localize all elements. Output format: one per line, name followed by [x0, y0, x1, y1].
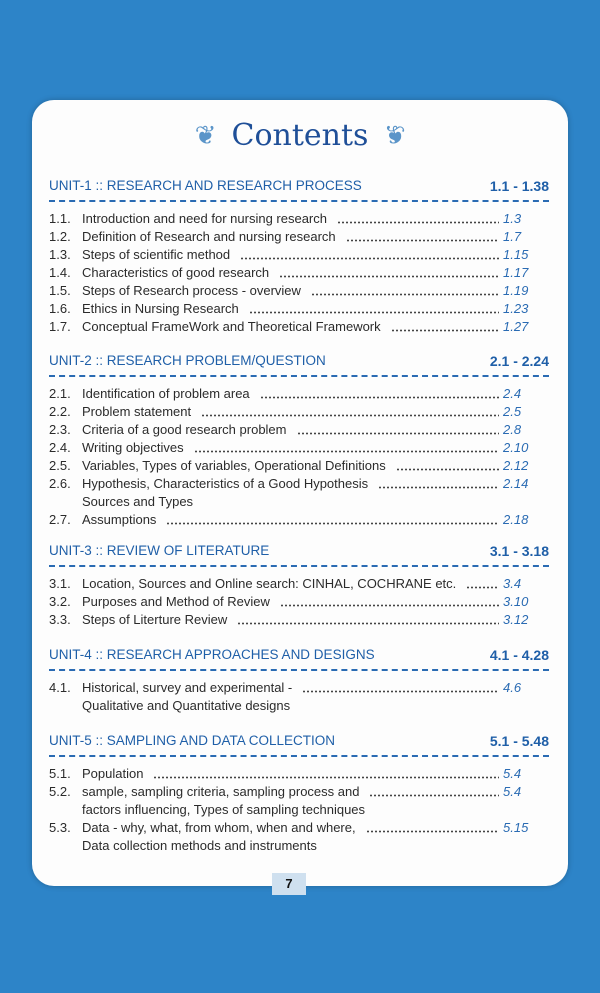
dot-leader — [396, 468, 499, 471]
entry-number: 2.5. — [49, 458, 71, 473]
title-block — [32, 118, 568, 153]
dot-leader — [260, 396, 499, 399]
dot-leader — [280, 604, 499, 607]
unit-section — [49, 731, 549, 855]
dot-leader — [166, 522, 499, 525]
dot-leader — [311, 293, 499, 296]
entry-title: Steps of Research process - overview — [82, 283, 301, 298]
toc-entry[interactable] — [49, 210, 549, 228]
unit-heading[interactable] — [49, 176, 549, 196]
entry-page: 1.7 — [503, 229, 522, 244]
entry-page: 2.10 — [503, 440, 529, 455]
unit-title: UNIT-1 :: RESEARCH AND RESEARCH PROCESS — [49, 178, 362, 193]
toc-entry[interactable] — [49, 439, 549, 457]
page-title: Contents — [231, 118, 369, 153]
unit-page-range: 5.1 - 5.48 — [489, 733, 549, 749]
dot-leader — [249, 311, 499, 314]
entry-number: 1.6. — [49, 301, 71, 316]
unit-page-range: 2.1 - 2.24 — [489, 353, 549, 369]
entry-number: 1.4. — [49, 265, 71, 280]
entry-page: 2.12 — [503, 458, 529, 473]
dot-leader — [378, 486, 499, 489]
entry-title: Variables, Types of variables, Operational Definitions — [82, 458, 386, 473]
entry-page: 3.10 — [503, 594, 529, 609]
entry-number: 5.1. — [49, 766, 71, 781]
toc-entry[interactable] — [49, 819, 549, 855]
toc-entry[interactable] — [49, 593, 549, 611]
toc-entry[interactable] — [49, 783, 549, 819]
dashed-divider — [49, 565, 549, 567]
entry-number: 2.4. — [49, 440, 71, 455]
unit-title: UNIT-5 :: SAMPLING AND DATA COLLECTION — [49, 733, 336, 748]
entry-page: 1.3 — [503, 211, 522, 226]
entry-number: 1.5. — [49, 283, 71, 298]
dot-leader — [194, 450, 499, 453]
contents-card — [32, 100, 568, 886]
entry-title: Data - why, what, from whom, when and where, — [82, 820, 356, 835]
entry-page: 1.19 — [503, 283, 529, 298]
entry-title: Steps of scientific method — [82, 247, 231, 262]
dot-leader — [366, 830, 499, 833]
entry-title: Characteristics of good research — [82, 265, 270, 280]
unit-heading[interactable] — [49, 731, 549, 751]
toc-entry[interactable] — [49, 421, 549, 439]
entry-number: 2.1. — [49, 386, 71, 401]
entry-page: 1.27 — [503, 319, 529, 334]
entry-page: 5.15 — [503, 820, 529, 835]
entry-number: 1.7. — [49, 319, 71, 334]
toc-entry[interactable] — [49, 575, 549, 593]
toc-entry[interactable] — [49, 403, 549, 421]
entry-page: 2.18 — [503, 512, 529, 527]
toc-entry[interactable] — [49, 318, 549, 336]
entry-number: 2.2. — [49, 404, 71, 419]
entry-number: 5.3. — [49, 820, 71, 835]
entry-title: Purposes and Method of Review — [82, 594, 270, 609]
entry-page: 3.4 — [503, 576, 522, 591]
entry-title: Conceptual FrameWork and Theoretical Framework — [82, 319, 381, 334]
entry-page: 3.12 — [503, 612, 529, 627]
dashed-divider — [49, 375, 549, 377]
entry-page: 2.4 — [503, 386, 522, 401]
unit-section — [49, 645, 549, 715]
entry-number: 2.6. — [49, 476, 71, 491]
entry-title: Hypothesis, Characteristics of a Good Hypothesis — [82, 476, 369, 491]
dot-leader — [201, 414, 499, 417]
entry-title: Assumptions — [82, 512, 157, 527]
entry-title: Problem statement — [82, 404, 192, 419]
unit-title: UNIT-3 :: REVIEW OF LITERATURE — [49, 543, 270, 558]
entry-title: Ethics in Nursing Research — [82, 301, 239, 316]
unit-heading[interactable] — [49, 541, 549, 561]
entry-number: 3.1. — [49, 576, 71, 591]
unit-page-range: 3.1 - 3.18 — [489, 543, 549, 559]
dot-leader — [240, 257, 499, 260]
unit-heading[interactable] — [49, 645, 549, 665]
dot-leader — [297, 432, 500, 435]
entry-number: 5.2. — [49, 784, 71, 799]
unit-heading[interactable] — [49, 351, 549, 371]
entry-page: 2.5 — [503, 404, 522, 419]
dot-leader — [279, 275, 499, 278]
toc-entry[interactable] — [49, 282, 549, 300]
entry-page: 1.15 — [503, 247, 529, 262]
dashed-divider — [49, 755, 549, 757]
entry-title: Definition of Research and nursing research — [82, 229, 336, 244]
entry-page: 5.4 — [503, 784, 522, 799]
entry-number: 3.2. — [49, 594, 71, 609]
entry-title-continuation: factors influencing, Types of sampling techniques — [82, 802, 366, 817]
dot-leader — [346, 239, 499, 242]
toc-entry[interactable] — [49, 228, 549, 246]
entry-title: Population — [82, 766, 144, 781]
toc-entry[interactable] — [49, 246, 549, 264]
entry-page: 2.8 — [503, 422, 522, 437]
entry-page: 2.14 — [503, 476, 529, 491]
entry-number: 2.3. — [49, 422, 71, 437]
toc-entry[interactable] — [49, 300, 549, 318]
toc-entry[interactable] — [49, 679, 549, 715]
dot-leader — [391, 329, 499, 332]
toc-entry[interactable] — [49, 385, 549, 403]
unit-section — [49, 351, 549, 529]
entry-title: Steps of Literture Review — [82, 612, 228, 627]
toc-entry[interactable] — [49, 457, 549, 475]
entry-title-continuation: Data collection methods and instruments — [82, 838, 317, 853]
entry-page: 1.17 — [503, 265, 529, 280]
entry-title: Writing objectives — [82, 440, 184, 455]
dot-leader — [337, 221, 499, 224]
dot-leader — [369, 794, 499, 797]
dot-leader — [302, 690, 499, 693]
toc-entry[interactable] — [49, 511, 549, 529]
entry-number: 2.7. — [49, 512, 71, 527]
unit-section — [49, 541, 549, 629]
dot-leader — [466, 586, 499, 589]
toc-entry[interactable] — [49, 264, 549, 282]
entry-number: 1.2. — [49, 229, 71, 244]
entry-number: 3.3. — [49, 612, 71, 627]
entry-title: Identification of problem area — [82, 386, 250, 401]
entry-title: Introduction and need for nursing research — [82, 211, 327, 226]
entry-title: sample, sampling criteria, sampling process and — [82, 784, 360, 799]
dashed-divider — [49, 669, 549, 671]
unit-page-range: 1.1 - 1.38 — [489, 178, 549, 194]
unit-section — [49, 176, 549, 336]
toc-entry[interactable] — [49, 611, 549, 629]
entry-page: 5.4 — [503, 766, 522, 781]
page-number: 7 — [272, 873, 306, 895]
unit-title: UNIT-2 :: RESEARCH PROBLEM/QUESTION — [49, 353, 326, 368]
dashed-divider — [49, 200, 549, 202]
ornament-right-icon: ❦ — [383, 120, 406, 151]
entry-number: 1.3. — [49, 247, 71, 262]
entry-title-continuation: Sources and Types — [82, 494, 194, 509]
entry-page: 4.6 — [503, 680, 522, 695]
dot-leader — [237, 622, 499, 625]
entry-number: 1.1. — [49, 211, 71, 226]
ornament-left-icon: ❦ — [194, 120, 217, 151]
entry-number: 4.1. — [49, 680, 71, 695]
entry-title: Location, Sources and Online search: CINHAL, COCHRANE etc. — [82, 576, 457, 591]
entry-title-continuation: Qualitative and Quantitative designs — [82, 698, 291, 713]
entry-title: Criteria of a good research problem — [82, 422, 287, 437]
toc-entry[interactable] — [49, 765, 549, 783]
unit-title: UNIT-4 :: RESEARCH APPROACHES AND DESIGNS — [49, 647, 375, 662]
unit-page-range: 4.1 - 4.28 — [489, 647, 549, 663]
entry-page: 1.23 — [503, 301, 529, 316]
toc-entry[interactable] — [49, 475, 549, 511]
dot-leader — [153, 776, 499, 779]
entry-title: Historical, survey and experimental - — [82, 680, 293, 695]
